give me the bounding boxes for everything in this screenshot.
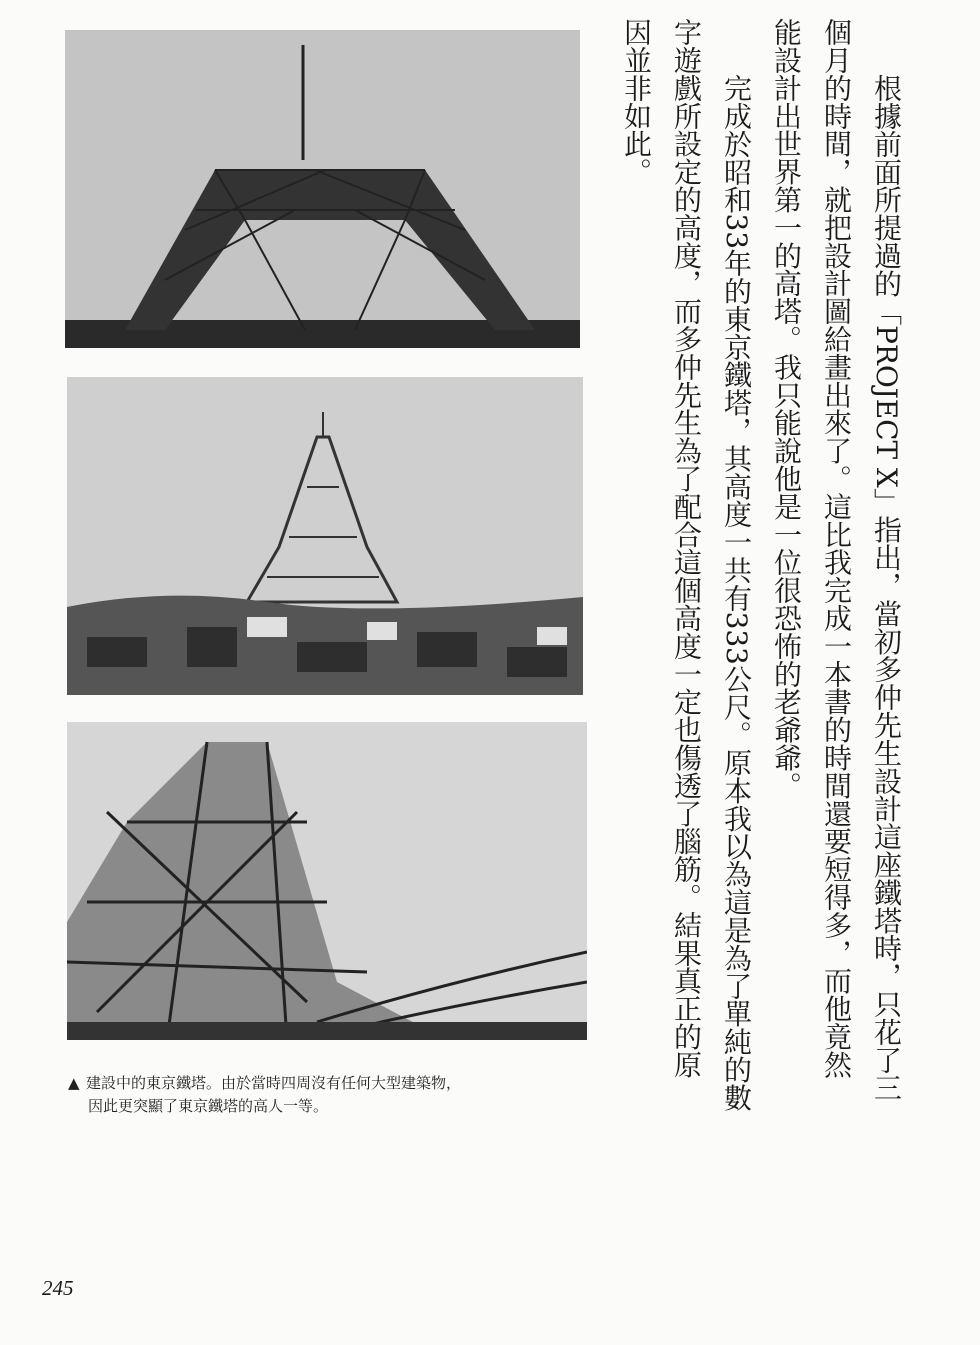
- photo-tower-base-construction: [65, 30, 580, 348]
- caption-line-1: 建設中的東京鐵塔。由於當時四周沒有任何大型建築物，: [86, 1074, 462, 1092]
- page-number: 245: [42, 1276, 74, 1300]
- body-column-3: 能設計出世界第一的高塔。我只能說他是一位很恐怖的老爺爺。: [770, 18, 803, 800]
- photo-caption: [68, 1072, 461, 1118]
- body-column-5: 字遊戲所設定的高度，而多仲先生為了配合這個高度一定也傷透了腦筋。結果真正的原: [670, 18, 703, 1079]
- triangle-marker-icon: ▲: [68, 1074, 80, 1092]
- body-column-6: 因並非如此。: [620, 18, 653, 186]
- photo-tower-closeup-scaffolding: [67, 722, 587, 1040]
- photo-tower-distant-view: [67, 377, 583, 695]
- caption-line-2: 因此更突顯了東京鐵塔的高人一等。: [88, 1097, 329, 1115]
- body-column-4: 完成於昭和33年的東京鐵塔，其高度一共有333公尺。原本我以為這是為了單純的數: [720, 74, 753, 1112]
- body-column-2: 個月的時間，就把設計圖給畫出來了。這比我完成一本書的時間還要短得多，而他竟然: [820, 18, 853, 1079]
- body-column-1: 根據前面所提過的「PROJECT X」指出，當初多仲先生設計這座鐵塔時，只花了三: [870, 74, 903, 1102]
